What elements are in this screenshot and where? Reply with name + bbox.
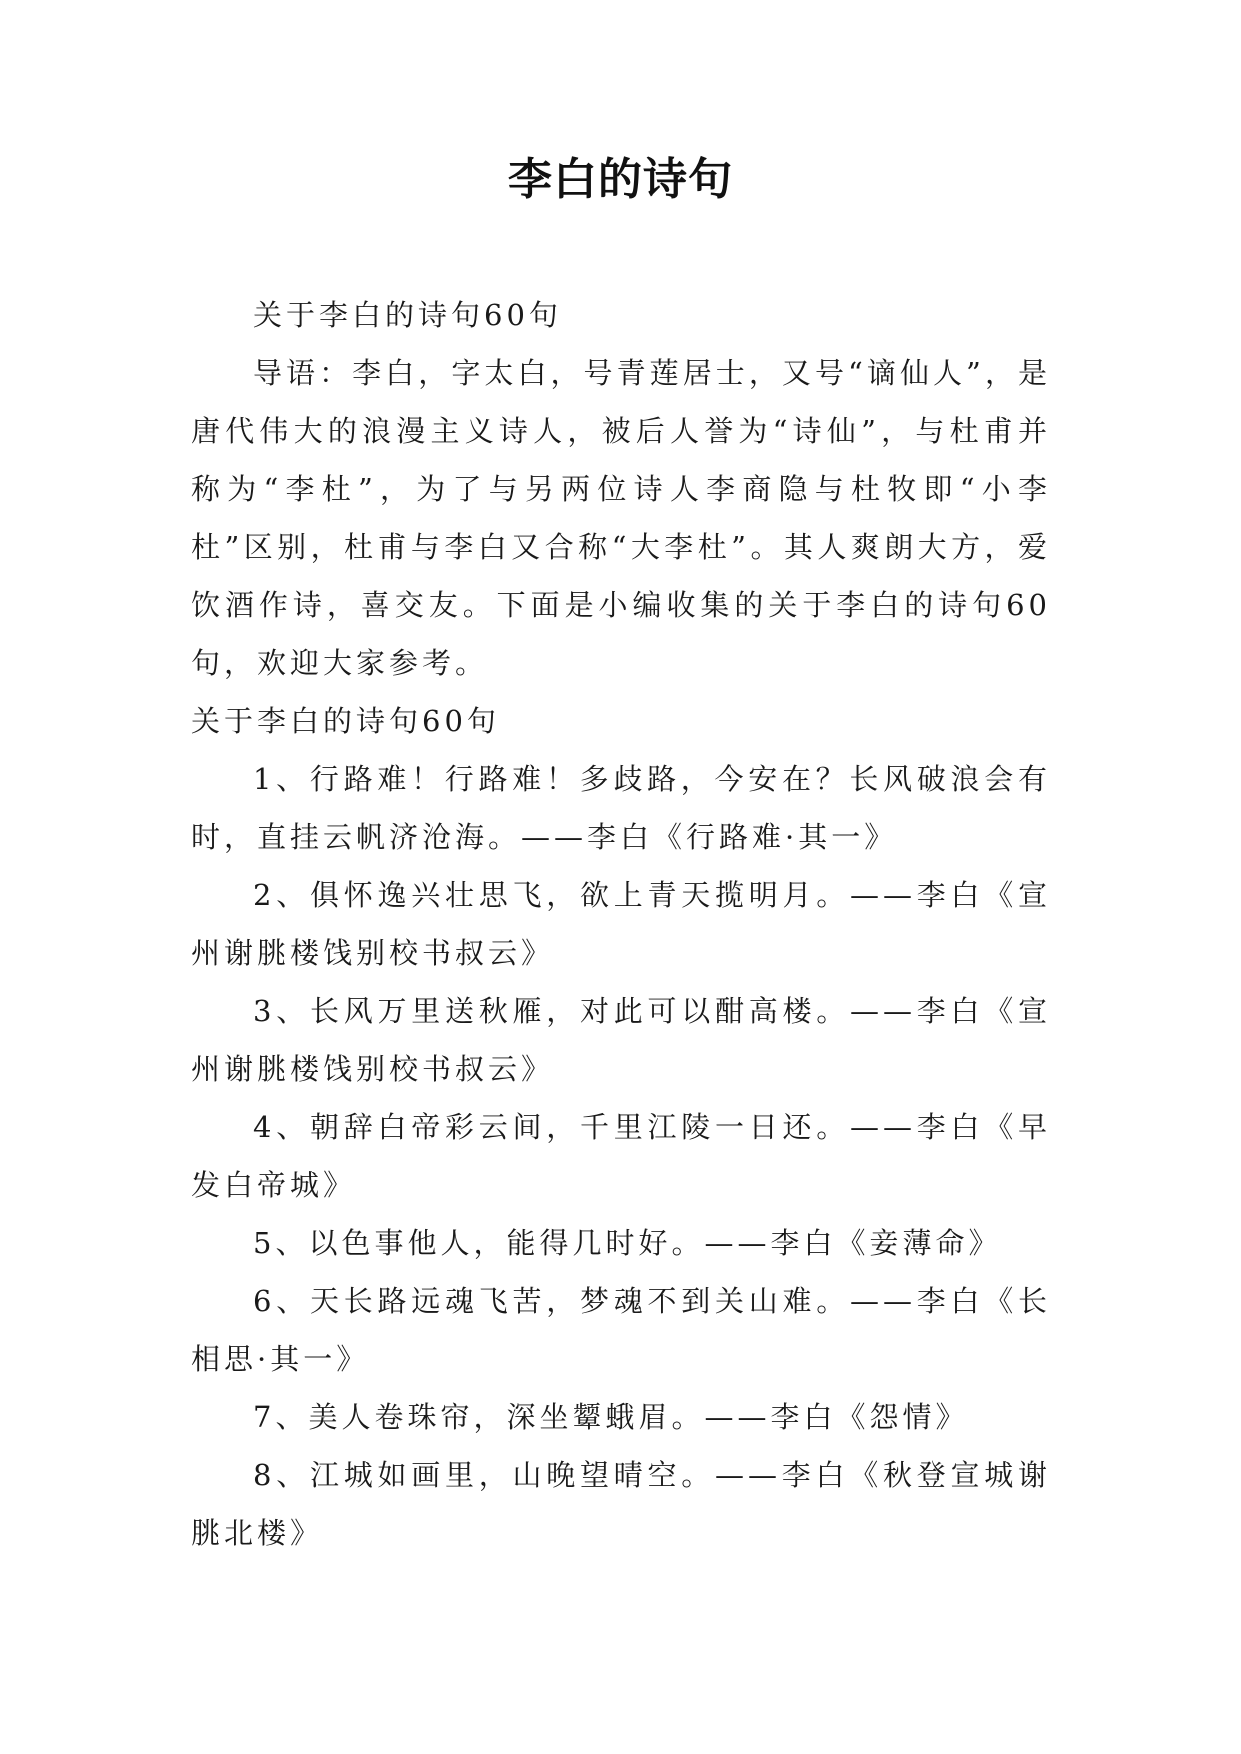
poem-line-8: 8、江城如画里，山晚望晴空。——李白《秋登宣城谢朓北楼》 xyxy=(191,1458,1051,1550)
poem-line-7: 7、美人卷珠帘，深坐颦蛾眉。——李白《怨情》 xyxy=(253,1400,969,1434)
poem-line-1: 1、行路难！行路难！多歧路，今安在？长风破浪会有时，直挂云帆济沧海。——李白《行路难·其一》 xyxy=(191,762,1051,854)
section-heading: 关于李白的诗句60句 xyxy=(191,704,500,738)
intro-heading: 关于李白的诗句60句 xyxy=(253,298,562,332)
poem-line-2: 2、俱怀逸兴壮思飞，欲上青天揽明月。——李白《宣州谢朓楼饯别校书叔云》 xyxy=(191,878,1051,970)
document-title: 李白的诗句 xyxy=(508,154,733,205)
poem-line-4: 4、朝辞白帝彩云间，千里江陵一日还。——李白《早发白帝城》 xyxy=(191,1110,1051,1202)
intro-paragraph: 导语：李白，字太白，号青莲居士，又号“谪仙人”，是唐代伟大的浪漫主义诗人，被后人誉为“诗仙”，与杜甫并称为“李杜”，为了与另两位诗人李商隐与杜牧即“小李杜”区别，杜甫与李白又合称“大李杜”。其人爽朗大方，爱饮酒作诗，喜交友。下面是小编收集的关于李白的诗句60句，欢迎大家参考。 xyxy=(191,356,1051,680)
poem-line-5: 5、以色事他人，能得几时好。——李白《妾薄命》 xyxy=(253,1226,1002,1260)
poem-line-3: 3、长风万里送秋雁，对此可以酣高楼。——李白《宣州谢朓楼饯别校书叔云》 xyxy=(191,994,1051,1086)
poem-line-6: 6、天长路远魂飞苦，梦魂不到关山难。——李白《长相思·其一》 xyxy=(191,1284,1051,1376)
document-body xyxy=(191,286,1051,1562)
